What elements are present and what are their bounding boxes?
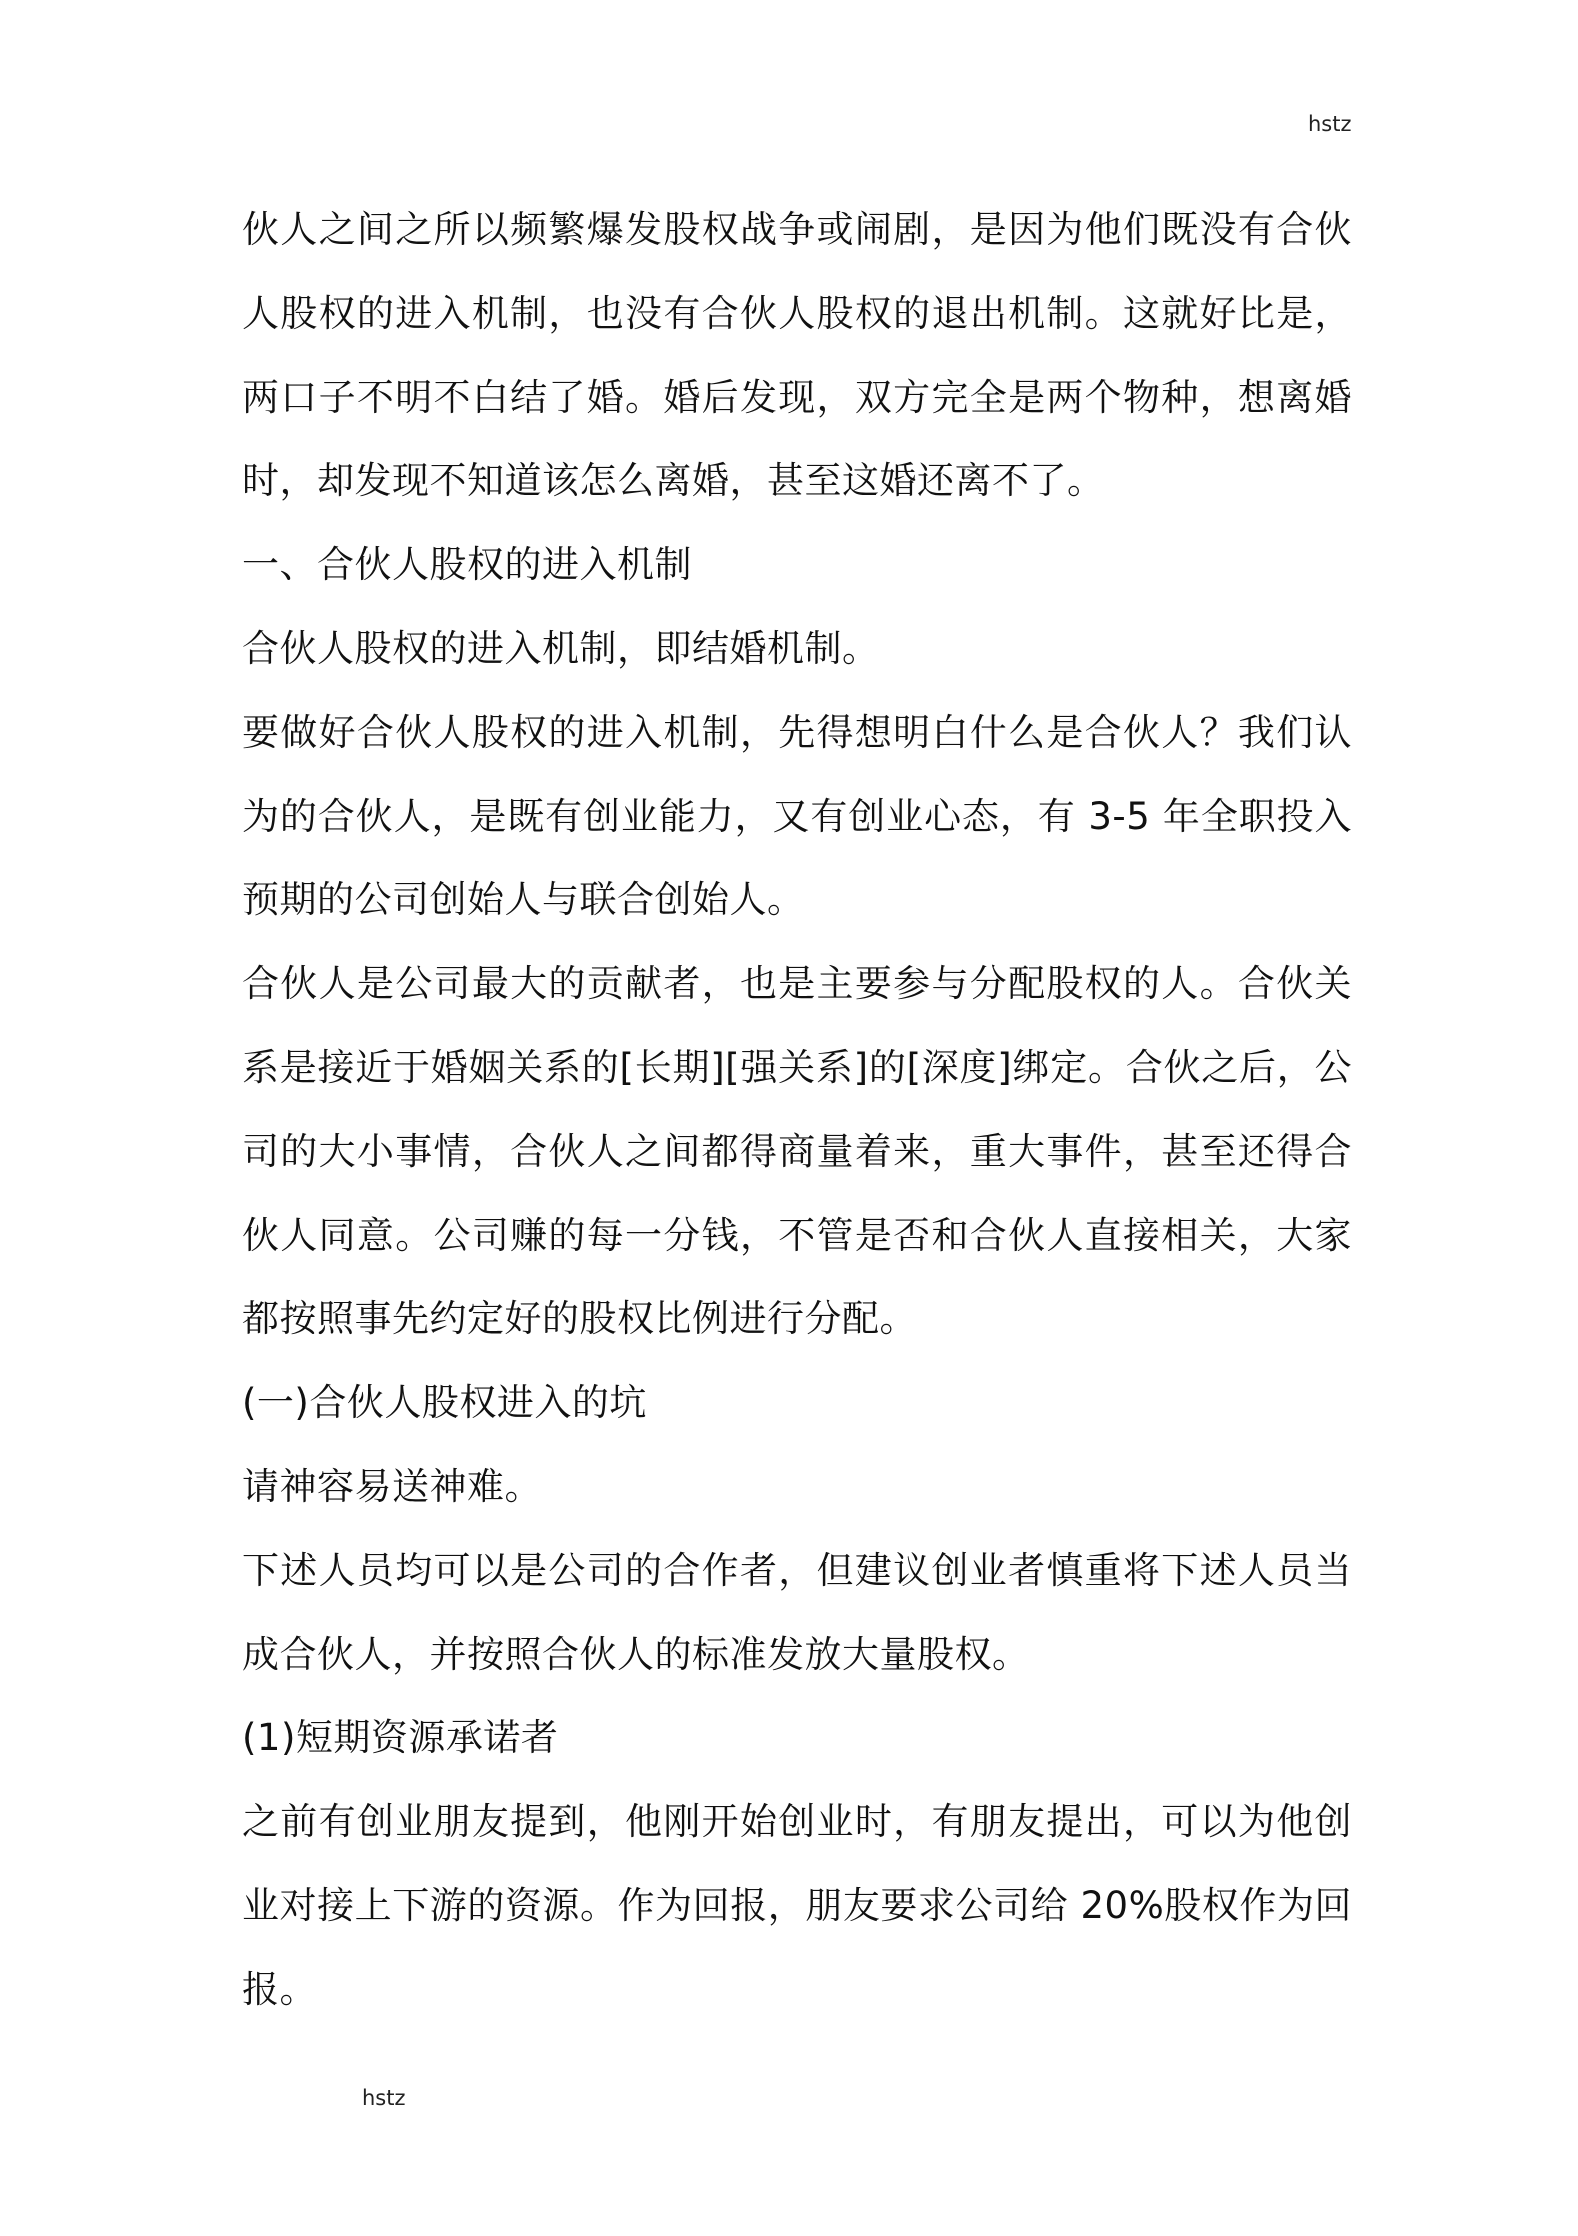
text-line: 下述人员均可以是公司的合作者，但建议创业者慎重将下述人员当 (242, 1548, 1352, 1592)
text-line: 都按照事先约定好的股权比例进行分配。 (242, 1297, 917, 1341)
text-line: 请神容易送神难。 (242, 1464, 542, 1508)
text-line: 时，却发现不知道该怎么离婚，甚至这婚还离不了。 (242, 459, 1105, 503)
text-line: 预期的公司创始人与联合创始人。 (242, 878, 805, 922)
text-line: (一)合伙人股权进入的坑 (242, 1381, 647, 1425)
text-line: 合伙人股权的进入机制，即结婚机制。 (242, 626, 880, 670)
text-line: 之前有创业朋友提到，他刚开始创业时，有朋友提出，可以为他创 (242, 1800, 1352, 1844)
text-line: 伙人同意。公司赚的每一分钱，不管是否和合伙人直接相关，大家 (242, 1213, 1352, 1257)
footer-mark: hstz (362, 2086, 406, 2110)
text-line: 伙人之间之所以频繁爆发股权战争或闹剧，是因为他们既没有合伙 (242, 208, 1352, 251)
text-line: 一、合伙人股权的进入机制 (242, 543, 692, 587)
text-line: 成合伙人，并按照合伙人的标准发放大量股权。 (242, 1632, 1030, 1676)
header-mark: hstz (1308, 112, 1352, 136)
text-line: 报。 (242, 1967, 317, 2011)
text-line: 系是接近于婚姻关系的[长期][强关系]的[深度]绑定。合伙之后，公 (242, 1045, 1352, 1089)
text-line: 合伙人是公司最大的贡献者，也是主要参与分配股权的人。合伙关 (242, 962, 1352, 1006)
text-line: 两口子不明不白结了婚。婚后发现，双方完全是两个物种，想离婚 (242, 375, 1352, 419)
text-line: 人股权的进入机制，也没有合伙人股权的退出机制。这就好比是， (242, 291, 1352, 335)
text-line: 要做好合伙人股权的进入机制，先得想明白什么是合伙人？我们认 (242, 710, 1352, 754)
text-line: 为的合伙人，是既有创业能力，又有创业心态，有 3-5 年全职投入 (242, 794, 1352, 838)
text-line: 司的大小事情，合伙人之间都得商量着来，重大事件，甚至还得合 (242, 1129, 1352, 1173)
document-body (242, 188, 1352, 2032)
text-line: (1)短期资源承诺者 (242, 1716, 559, 1760)
text-line: 业对接上下游的资源。作为回报，朋友要求公司给 20%股权作为回 (242, 1883, 1352, 1927)
